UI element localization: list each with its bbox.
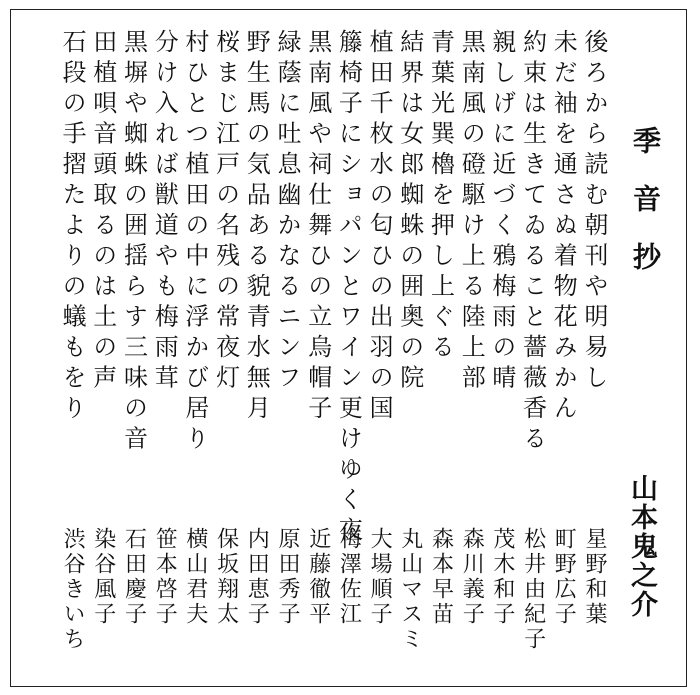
poet-name: 内田恵子 [244, 527, 270, 627]
haiku-text: 青葉光巽櫓を押し上ぐる [426, 29, 455, 365]
poet-name: 染谷風子 [90, 527, 116, 627]
poet-name: 原田秀子 [275, 527, 300, 627]
poet-name: 近藤徹平 [305, 527, 331, 627]
column-title: 季音抄 [629, 126, 662, 300]
poet-name: 保坂翔太 [213, 527, 239, 627]
poet-name: 渋谷きいち [60, 527, 86, 652]
poet-name: 星野和葉 [582, 527, 607, 627]
poet-name: 梅澤佐江 [336, 527, 362, 627]
poet-name: 笹本啓子 [152, 527, 178, 627]
haiku-text: 結界は女郎蜘蛛の囲奥の院 [395, 29, 424, 395]
poet-name: 丸山マスミ [397, 527, 423, 652]
haiku-text: 桜まじ江戸の名残の常夜灯 [211, 29, 240, 395]
poet-name: 茂木和子 [489, 527, 515, 627]
selector-name: 山本鬼之介 [626, 474, 657, 619]
haiku-text: 野生馬の気品ある貌青水無月 [242, 29, 271, 426]
haiku-text: 籐椅子にショパンとワイン更けゆく夜 [334, 29, 363, 548]
haiku-text: 未だ袖を通さぬ着物花みかん [549, 29, 578, 426]
haiku-text: 石段の手摺たよりの蟻もをり [58, 29, 87, 426]
poet-name: 石田慶子 [121, 527, 147, 627]
poet-name: 松井由紀子 [520, 527, 546, 652]
haiku-text: 約束は生きてゐること薔薇香る [518, 29, 547, 456]
poet-name: 町野広子 [551, 527, 577, 627]
haiku-text: 黒南風や祠仕舞ひの立烏帽子 [303, 29, 332, 426]
poet-name: 森本早苗 [428, 527, 454, 627]
haiku-text: 後ろから読む朝刊や明易し [580, 29, 608, 395]
poet-name: 横山君夫 [182, 527, 208, 627]
haiku-text: 村ひとつ植田の中に浮かび居り [180, 29, 209, 456]
haiku-text: 黒塀や蜘蛛の囲揺らす三味の音 [119, 29, 148, 456]
poet-name: 大場順子 [367, 527, 393, 627]
haiku-text: 植田千枚水の匂ひの出羽の国 [365, 29, 394, 426]
haiku-text: 田植唄音頭取るのは土の声 [88, 29, 117, 395]
poet-name: 森川義子 [459, 527, 485, 627]
haiku-text: 分け入れば獣道やも梅雨茸 [150, 29, 179, 395]
haiku-text: 緑蔭に吐息幽かなるニンフ [273, 29, 301, 395]
haiku-text: 黒南風の磴駆け上る陸上部 [457, 29, 486, 395]
haiku-text: 親しげに近づく鴉梅雨の晴 [487, 29, 516, 395]
